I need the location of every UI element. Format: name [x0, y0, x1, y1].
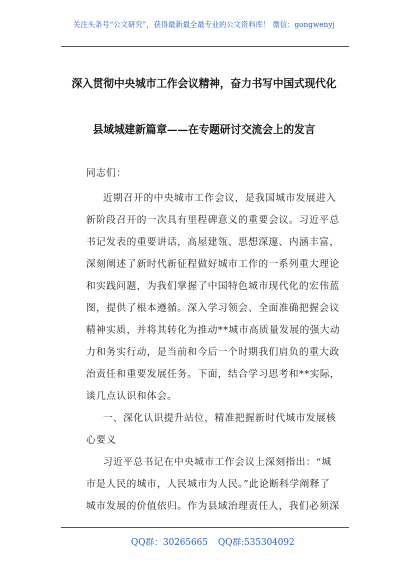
body-line-10: 谈几点认识和体会。 [86, 391, 178, 402]
document-title-line-2: 县域城建新篇章——在专题研讨交流会上的发言 [92, 124, 316, 136]
body-line-7: 精神实质，并将其转化为推动**城市高质量发展的强大动 [86, 325, 341, 336]
top-notice: 关注头条号“公文研究”，获得最新最全最专业的公文资料库！ 微信：gongwenyj [73, 20, 335, 29]
salutation: 同志们： [86, 168, 127, 179]
section-heading-line-1: 一、深化认识提升站位，精准把握新时代城市发展核 [103, 413, 337, 424]
body-line-8: 力和务实行动，是当前和今后一个时期我们肩负的重大政 [86, 347, 340, 358]
body-line-15: 城市发展的价值依归。作为县域治理责任人，我们必须深 [86, 501, 340, 512]
body-line-5: 和实践问题，为我们掌握了中国特色城市现代化的宏伟蓝 [86, 281, 340, 292]
body-line-9: 治责任和重要发展任务。下面，结合学习思考和**实际， [86, 369, 341, 380]
body-line-6: 图，提供了根本遵循。深入学习领会、全面准确把握会议 [86, 303, 340, 314]
body-line-1: 近期召开的中央城市工作会议，是我国城市发展进入 [103, 193, 337, 204]
body-line-14: 市是人民的城市，人民城市为人民。”此论断科学阐释了 [86, 479, 331, 490]
header-divider [61, 46, 349, 47]
footer-qq-right: QQ群:535304092 [218, 538, 295, 548]
footer-qq-left: QQ群：30265665 [131, 538, 208, 548]
body-line-2: 新阶段召开的一次具有里程碑意义的重要会议。习近平总 [86, 215, 340, 226]
body-line-4: 深刻阐述了新时代新征程做好城市工作的一系列重大理论 [86, 259, 340, 270]
footer-divider [61, 527, 349, 528]
body-line-13: 习近平总书记在中央城市工作会议上深刻指出：“城 [103, 457, 332, 468]
document-title-line-1: 深入贯彻中央城市工作会议精神，奋力书写中国式现代化 [71, 78, 337, 90]
section-heading-line-2: 心要义 [86, 435, 117, 446]
body-line-3: 书记发表的重要讲话，高屋建瓴、思想深邃、内涵丰富， [86, 237, 340, 248]
